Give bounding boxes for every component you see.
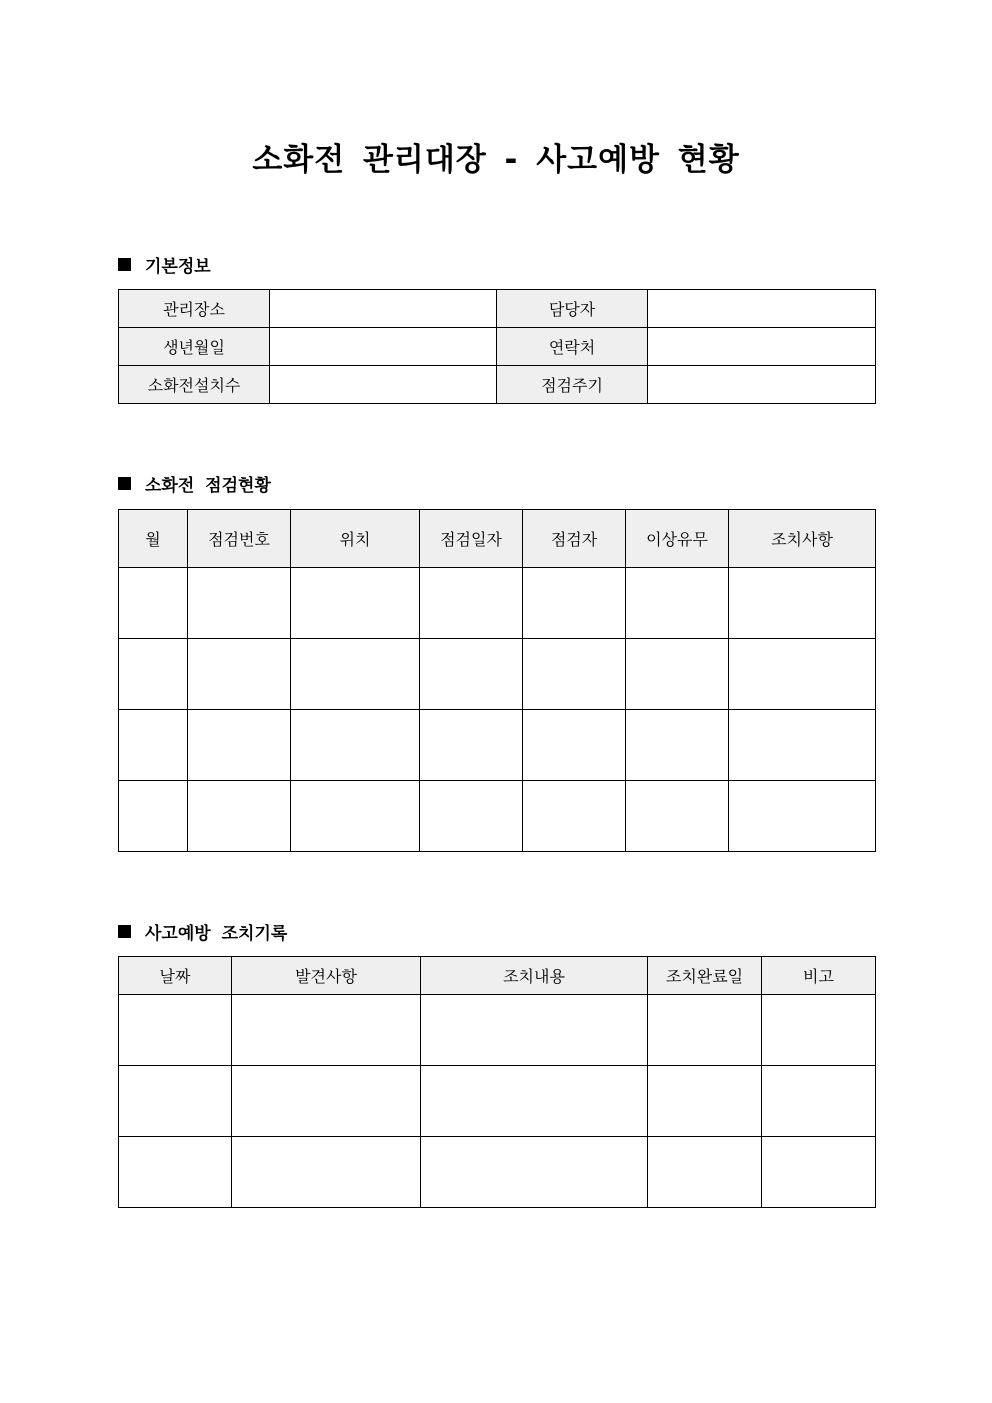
prevention-table <box>118 956 876 1208</box>
column-header: 월 <box>119 510 188 568</box>
column-header: 점검일자 <box>420 510 523 568</box>
inspection-heading <box>118 471 271 495</box>
basic-info-heading <box>118 252 211 276</box>
table-row <box>119 995 876 1066</box>
table-cell[interactable] <box>291 710 420 781</box>
value-birthdate[interactable] <box>270 328 497 366</box>
column-header: 날짜 <box>119 957 232 995</box>
table-cell[interactable] <box>188 568 291 639</box>
table-cell[interactable] <box>523 639 626 710</box>
table-cell[interactable] <box>119 781 188 852</box>
column-header: 조치사항 <box>729 510 876 568</box>
table-cell[interactable] <box>729 639 876 710</box>
square-bullet-icon <box>118 258 131 271</box>
label-manager: 담당자 <box>497 290 648 328</box>
table-header-row <box>119 510 876 568</box>
value-inspection-cycle[interactable] <box>648 366 876 404</box>
column-header: 점검자 <box>523 510 626 568</box>
label-contact: 연락처 <box>497 328 648 366</box>
table-cell[interactable] <box>420 568 523 639</box>
table-cell[interactable] <box>232 1066 421 1137</box>
table-row <box>119 1066 876 1137</box>
column-header: 조치완료일 <box>648 957 762 995</box>
prevention-heading-text: 사고예방 조치기록 <box>145 923 288 944</box>
value-hydrant-count[interactable] <box>270 366 497 404</box>
table-cell[interactable] <box>626 568 729 639</box>
column-header: 발견사항 <box>232 957 421 995</box>
table-cell[interactable] <box>119 568 188 639</box>
value-location[interactable] <box>270 290 497 328</box>
table-row <box>119 290 876 328</box>
column-header: 이상유무 <box>626 510 729 568</box>
table-cell[interactable] <box>188 710 291 781</box>
inspection-table <box>118 509 876 852</box>
table-cell[interactable] <box>523 781 626 852</box>
table-cell[interactable] <box>421 995 648 1066</box>
table-cell[interactable] <box>626 781 729 852</box>
label-birthdate: 생년월일 <box>119 328 270 366</box>
prevention-heading <box>118 919 287 943</box>
table-row <box>119 781 876 852</box>
table-cell[interactable] <box>291 639 420 710</box>
table-cell[interactable] <box>119 1066 232 1137</box>
label-location: 관리장소 <box>119 290 270 328</box>
table-cell[interactable] <box>421 1066 648 1137</box>
table-cell[interactable] <box>291 568 420 639</box>
table-cell[interactable] <box>119 1137 232 1208</box>
table-cell[interactable] <box>420 781 523 852</box>
table-row <box>119 568 876 639</box>
table-cell[interactable] <box>762 995 876 1066</box>
table-cell[interactable] <box>648 1137 762 1208</box>
table-cell[interactable] <box>762 1137 876 1208</box>
square-bullet-icon <box>118 925 131 938</box>
table-cell[interactable] <box>729 710 876 781</box>
table-cell[interactable] <box>291 781 420 852</box>
table-cell[interactable] <box>119 710 188 781</box>
table-cell[interactable] <box>119 995 232 1066</box>
column-header: 조치내용 <box>421 957 648 995</box>
table-cell[interactable] <box>648 995 762 1066</box>
label-hydrant-count: 소화전설치수 <box>119 366 270 404</box>
column-header: 비고 <box>762 957 876 995</box>
table-cell[interactable] <box>626 710 729 781</box>
table-cell[interactable] <box>762 1066 876 1137</box>
page-title: 소화전 관리대장 - 사고예방 현황 <box>252 142 740 178</box>
table-row <box>119 366 876 404</box>
column-header: 위치 <box>291 510 420 568</box>
basic-info-heading-text: 기본정보 <box>145 256 211 277</box>
table-cell[interactable] <box>188 781 291 852</box>
label-inspection-cycle: 점검주기 <box>497 366 648 404</box>
table-cell[interactable] <box>421 1137 648 1208</box>
value-contact[interactable] <box>648 328 876 366</box>
table-cell[interactable] <box>420 639 523 710</box>
square-bullet-icon <box>118 477 131 490</box>
table-cell[interactable] <box>648 1066 762 1137</box>
table-row <box>119 710 876 781</box>
table-cell[interactable] <box>119 639 188 710</box>
table-header-row <box>119 957 876 995</box>
table-row <box>119 1137 876 1208</box>
table-cell[interactable] <box>232 995 421 1066</box>
table-cell[interactable] <box>729 781 876 852</box>
inspection-heading-text: 소화전 점검현황 <box>145 475 271 496</box>
table-cell[interactable] <box>523 710 626 781</box>
column-header: 점검번호 <box>188 510 291 568</box>
table-cell[interactable] <box>729 568 876 639</box>
basic-info-table <box>118 289 876 404</box>
table-row <box>119 639 876 710</box>
table-cell[interactable] <box>626 639 729 710</box>
table-row <box>119 328 876 366</box>
table-cell[interactable] <box>420 710 523 781</box>
table-cell[interactable] <box>523 568 626 639</box>
table-cell[interactable] <box>232 1137 421 1208</box>
table-cell[interactable] <box>188 639 291 710</box>
value-manager[interactable] <box>648 290 876 328</box>
